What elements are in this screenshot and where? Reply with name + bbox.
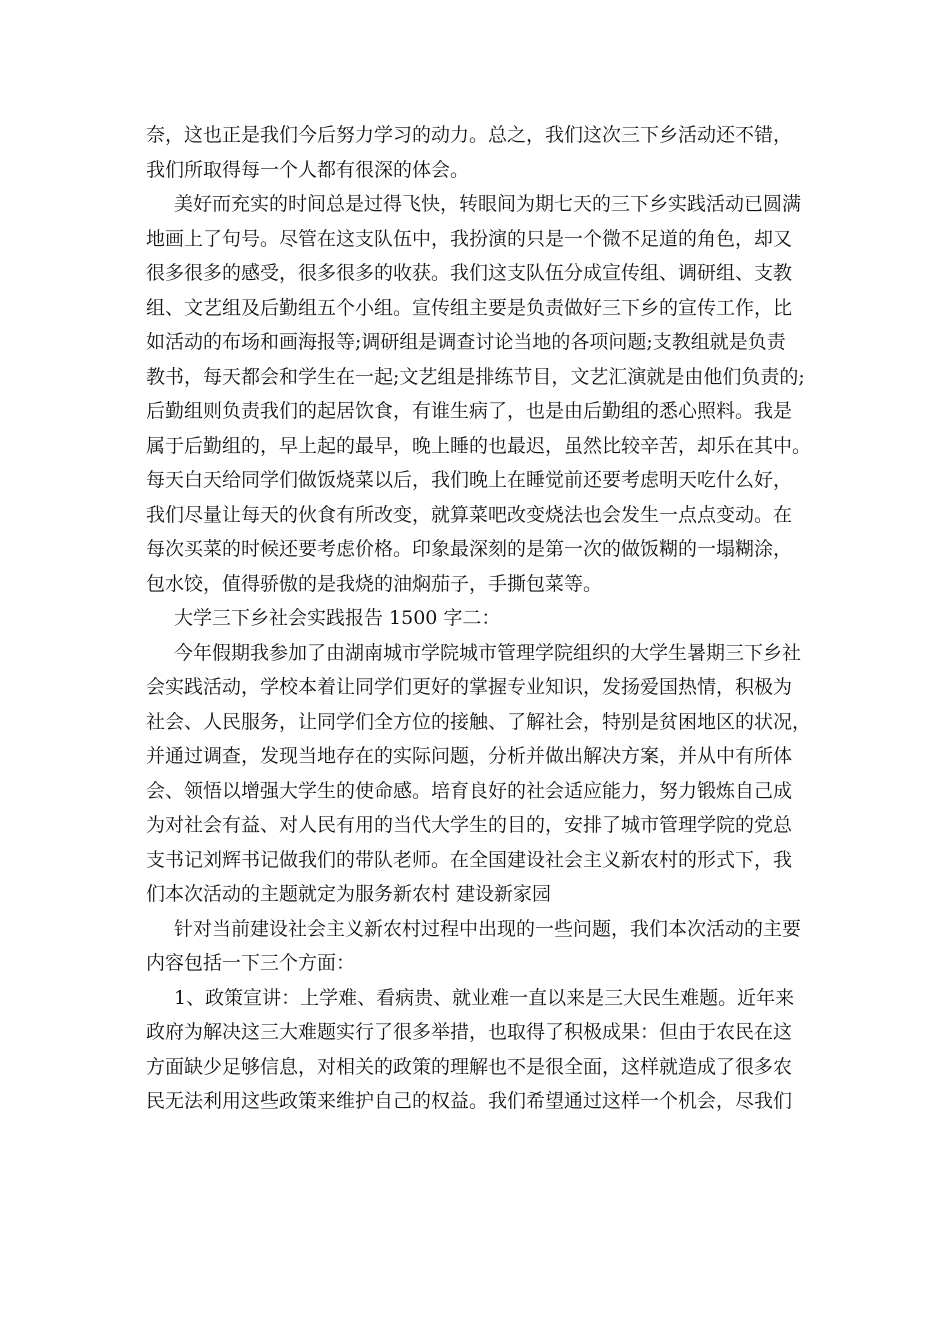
text-line: 美好而充实的时间总是过得飞快，转眼间为期七天的三下乡实践活动已圆满 [174, 193, 802, 215]
text-line: 很多很多的感受，很多很多的收获。我们这支队伍分成宣传组、调研组、支教 [146, 262, 793, 284]
text-line: 方面缺少足够信息，对相关的政策的理解也不是很全面，这样就造成了很多农 [146, 1055, 793, 1078]
text-line: 包水饺，值得骄傲的是我烧的油焖茄子，手撕包菜等。 [146, 572, 603, 595]
text-line: 并通过调查，发现当地存在的实际问题，分析并做出解决方案，并从中有所体 [146, 745, 793, 767]
text-line: 教书，每天都会和学生在一起;文艺组是排练节目，文艺汇演就是由他们负责的; [146, 365, 805, 388]
text-line: 们本次活动的主题就定为服务新农村 建设新家园 [146, 883, 552, 905]
section-heading: 大学三下乡社会实践报告 1500 字二： [174, 607, 501, 629]
text-line: 地画上了句号。尽管在这支队伍中，我扮演的只是一个微不足道的角色，却又 [146, 227, 793, 250]
text-line: 针对当前建设社会主义新农村过程中出现的一些问题，我们本次活动的主要 [174, 917, 802, 940]
text-line: 为对社会有益、对人民有用的当代大学生的目的，安排了城市管理学院的党总 [146, 814, 793, 836]
text-line: 会实践活动，学校本着让同学们更好的掌握专业知识，发扬爱国热情，积极为 [146, 676, 793, 698]
document-body [146, 118, 822, 1119]
text-line: 社会、人民服务，让同学们全方位的接触、了解社会，特别是贫困地区的状况， [146, 710, 812, 733]
text-line: 组、文艺组及后勤组五个小组。宣传组主要是负责做好三下乡的宣传工作，比 [146, 296, 793, 319]
text-line: 今年假期我参加了由湖南城市学院城市管理学院组织的大学生暑期三下乡社 [174, 641, 802, 664]
text-line: 如活动的布场和画海报等;调研组是调查讨论当地的各项问题;支教组就是负责 [146, 331, 786, 353]
text-line: 内容包括一下三个方面： [146, 952, 356, 974]
text-line: 支书记刘辉书记做我们的带队老师。在全国建设社会主义新农村的形式下，我 [146, 848, 793, 871]
text-line: 每次买菜的时候还要考虑价格。印象最深刻的是第一次的做饭糊的一塌糊涂， [146, 538, 793, 560]
text-line: 我们尽量让每天的伙食有所改变，就算菜吧改变烧法也会发生一点点变动。在 [146, 503, 793, 526]
text-line: 会、领悟以增强大学生的使命感。培育良好的社会适应能力，努力锻炼自己成 [146, 779, 793, 802]
text-line: 政府为解决这三大难题实行了很多举措，也取得了积极成果：但由于农民在这 [146, 1021, 793, 1043]
text-line: 我们所取得每一个人都有很深的体会。 [146, 158, 470, 181]
text-line: 1、政策宣讲：上学难、看病贵、就业难一直以来是三大民生难题。近年来 [174, 986, 795, 1009]
text-line: 每天白天给同学们做饭烧菜以后，我们晚上在睡觉前还要考虑明天吃什么好， [146, 469, 793, 491]
text-line: 奈，这也正是我们今后努力学习的动力。总之，我们这次三下乡活动还不错， [146, 124, 793, 146]
text-line: 属于后勤组的，早上起的最早，晚上睡的也最迟，虽然比较辛苦，却乐在其中。 [146, 434, 812, 457]
text-line: 民无法利用这些政策来维护自己的权益。我们希望通过这样一个机会，尽我们 [146, 1090, 793, 1112]
text-line: 后勤组则负责我们的起居饮食，有谁生病了，也是由后勤组的悉心照料。我是 [146, 400, 793, 422]
